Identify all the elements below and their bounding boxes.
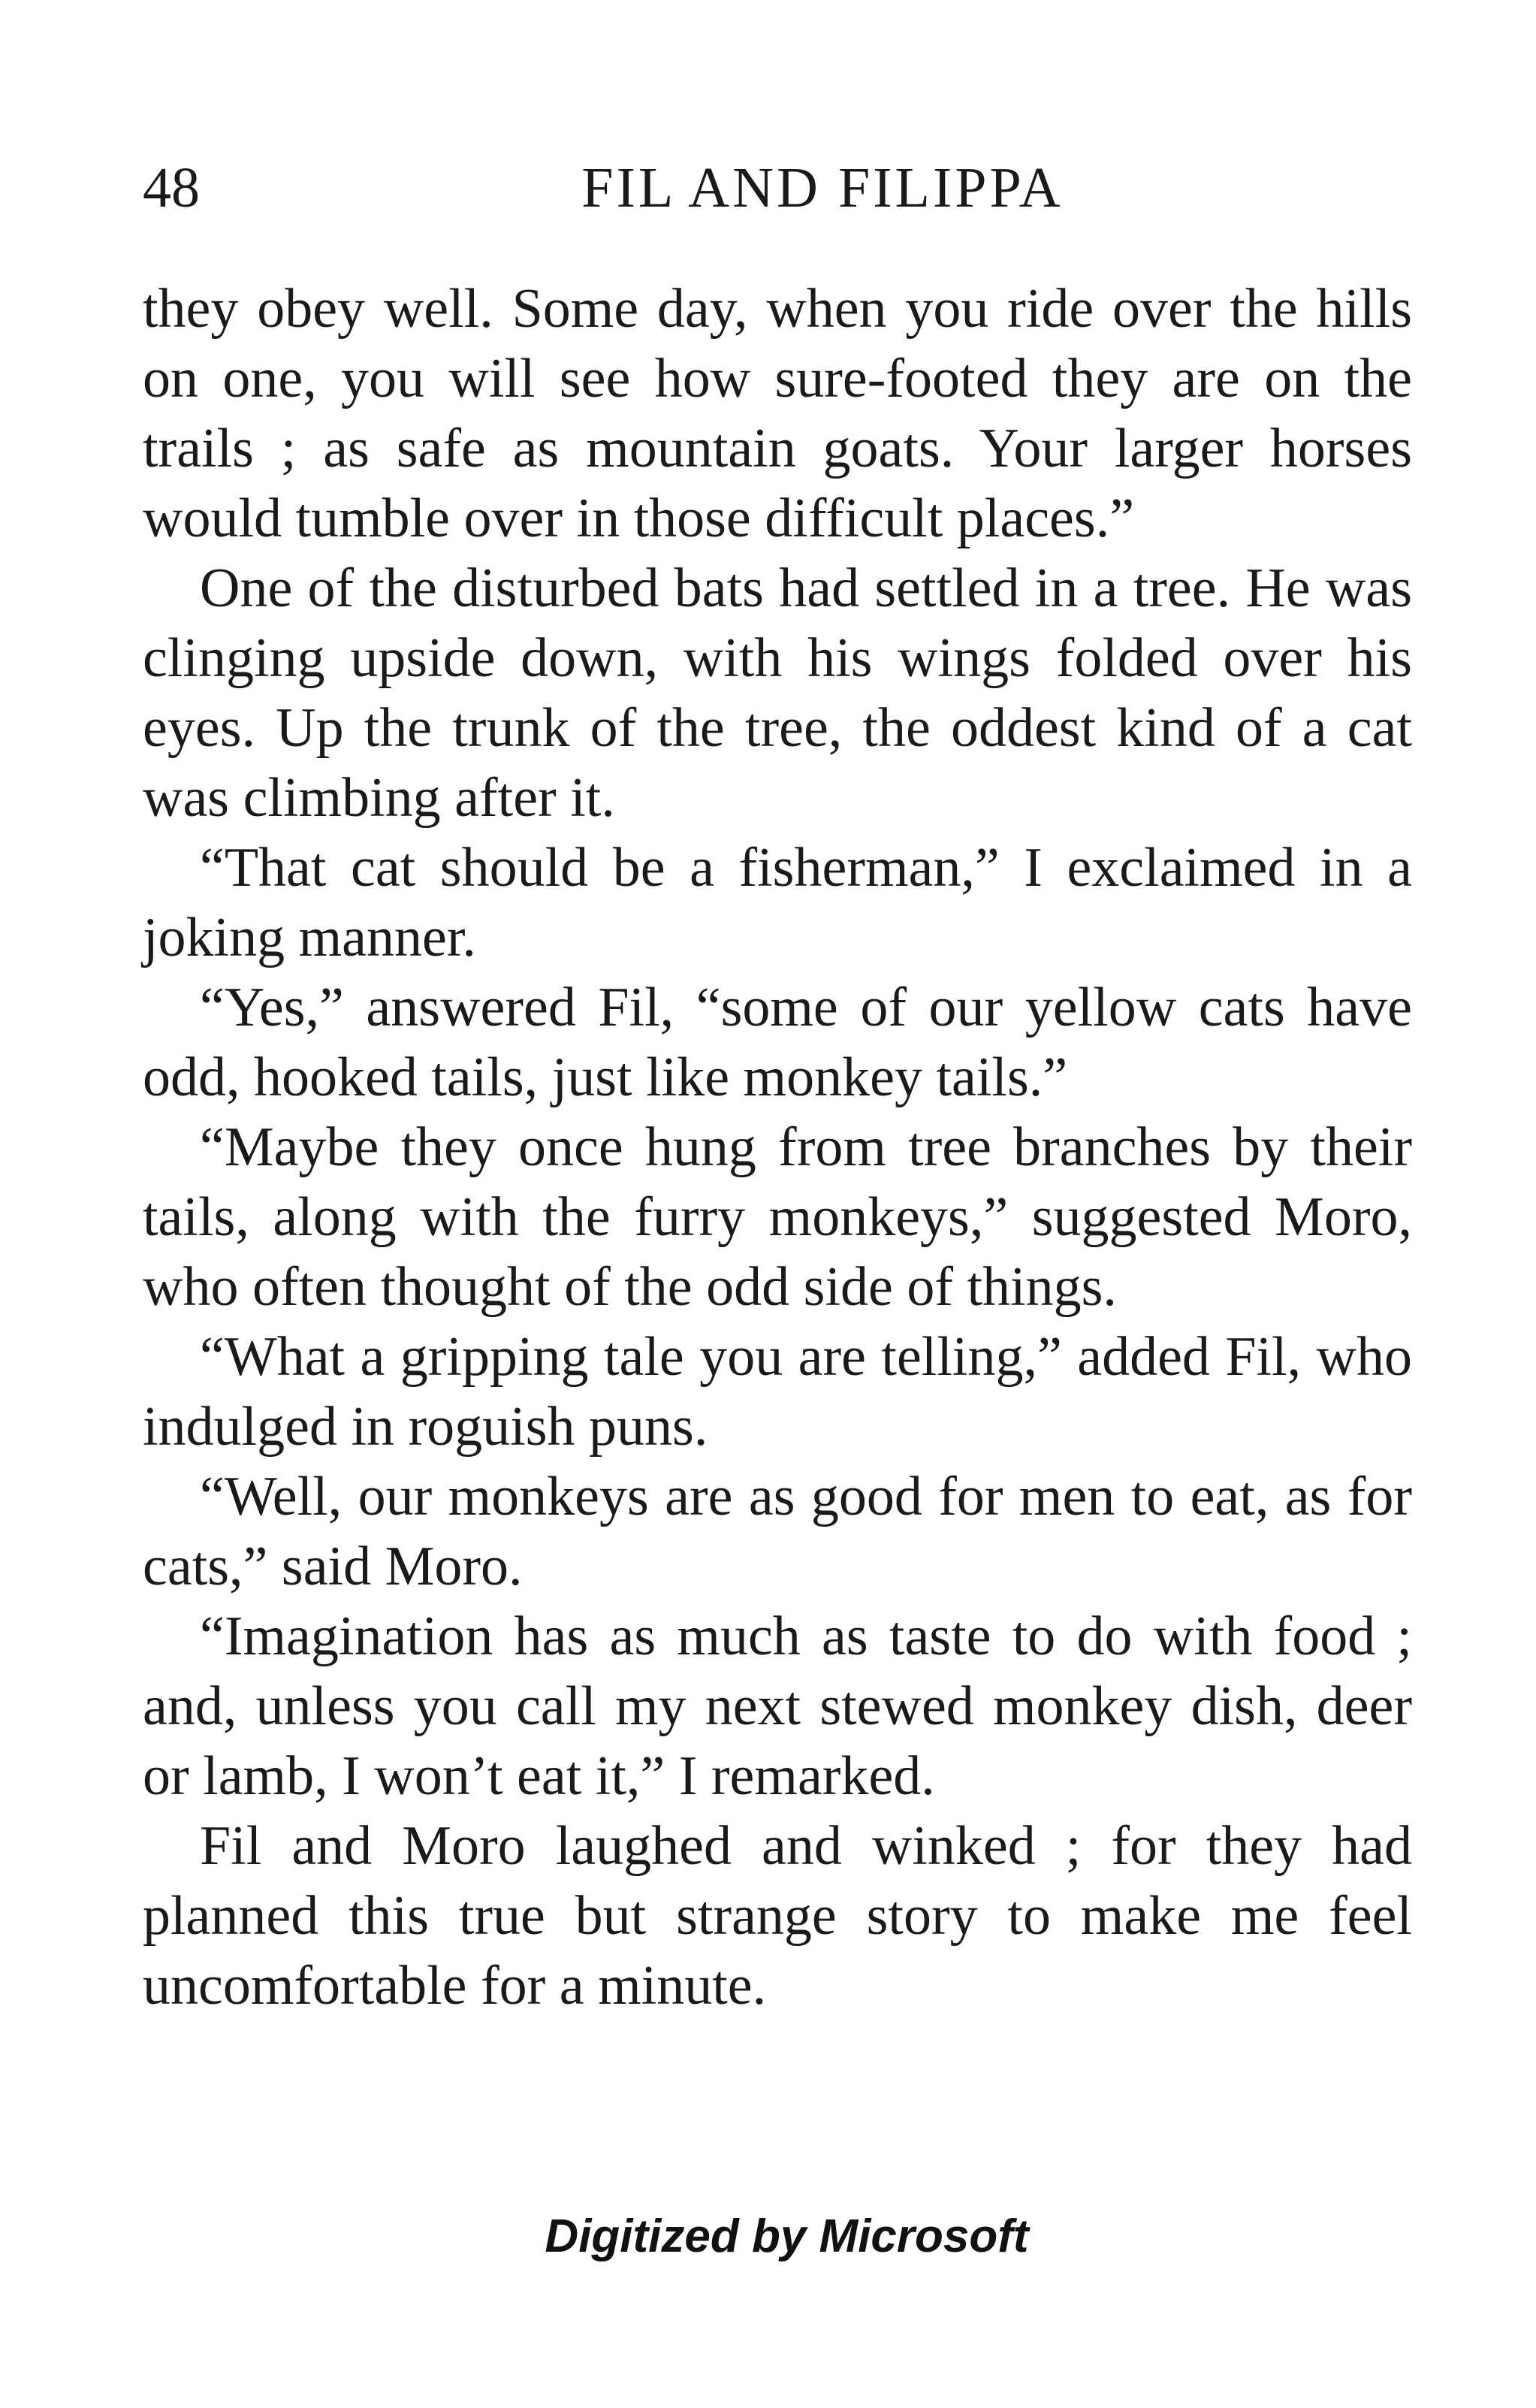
digitization-watermark: Digitized by Microsoft	[545, 2210, 1029, 2262]
running-head	[143, 154, 1412, 222]
paragraph: “Maybe they once hung from tree branches by their tails, along with the furry monkeys,” suggested Moro, who often thought of the odd side of things.	[143, 1116, 1412, 1318]
body-text	[143, 274, 1412, 2021]
paragraph: “Yes,” answered Fil, “some of our yellow cats have odd, hooked tails, just like monkey tails.”	[143, 977, 1412, 1108]
running-title: FIL AND FILIPPA	[581, 156, 1064, 219]
page-number: 48	[143, 156, 200, 219]
paragraph: “Imagination has as much as taste to do with food ; and, unless you call my next stewed monkey dish, deer or lamb, I won’t eat it,” I remarked.	[143, 1606, 1412, 1807]
paragraph: “That cat should be a fisherman,” I exclaimed in a joking manner.	[143, 837, 1412, 968]
paragraph: Fil and Moro laughed and winked ; for they had planned this true but strange story to make me feel uncomfortable for a minute.	[143, 1815, 1412, 2017]
paragraph: they obey well. Some day, when you ride over the hills on one, you will see how sure-footed they are on the trails ; as safe as mountain goats. Your larger horses would tumble over in those difficult places.”	[143, 278, 1412, 549]
paragraph: “Well, our monkeys are as good for men to eat, as for cats,” said Moro.	[143, 1466, 1412, 1597]
paragraph: “What a gripping tale you are telling,” added Fil, who indulged in roguish puns.	[143, 1326, 1412, 1458]
paragraph: One of the disturbed bats had settled in a tree. He was clinging upside down, with his wings folded over his eyes. Up the trunk of the tree, the oddest kind of a cat was climbing after it.	[143, 557, 1412, 829]
